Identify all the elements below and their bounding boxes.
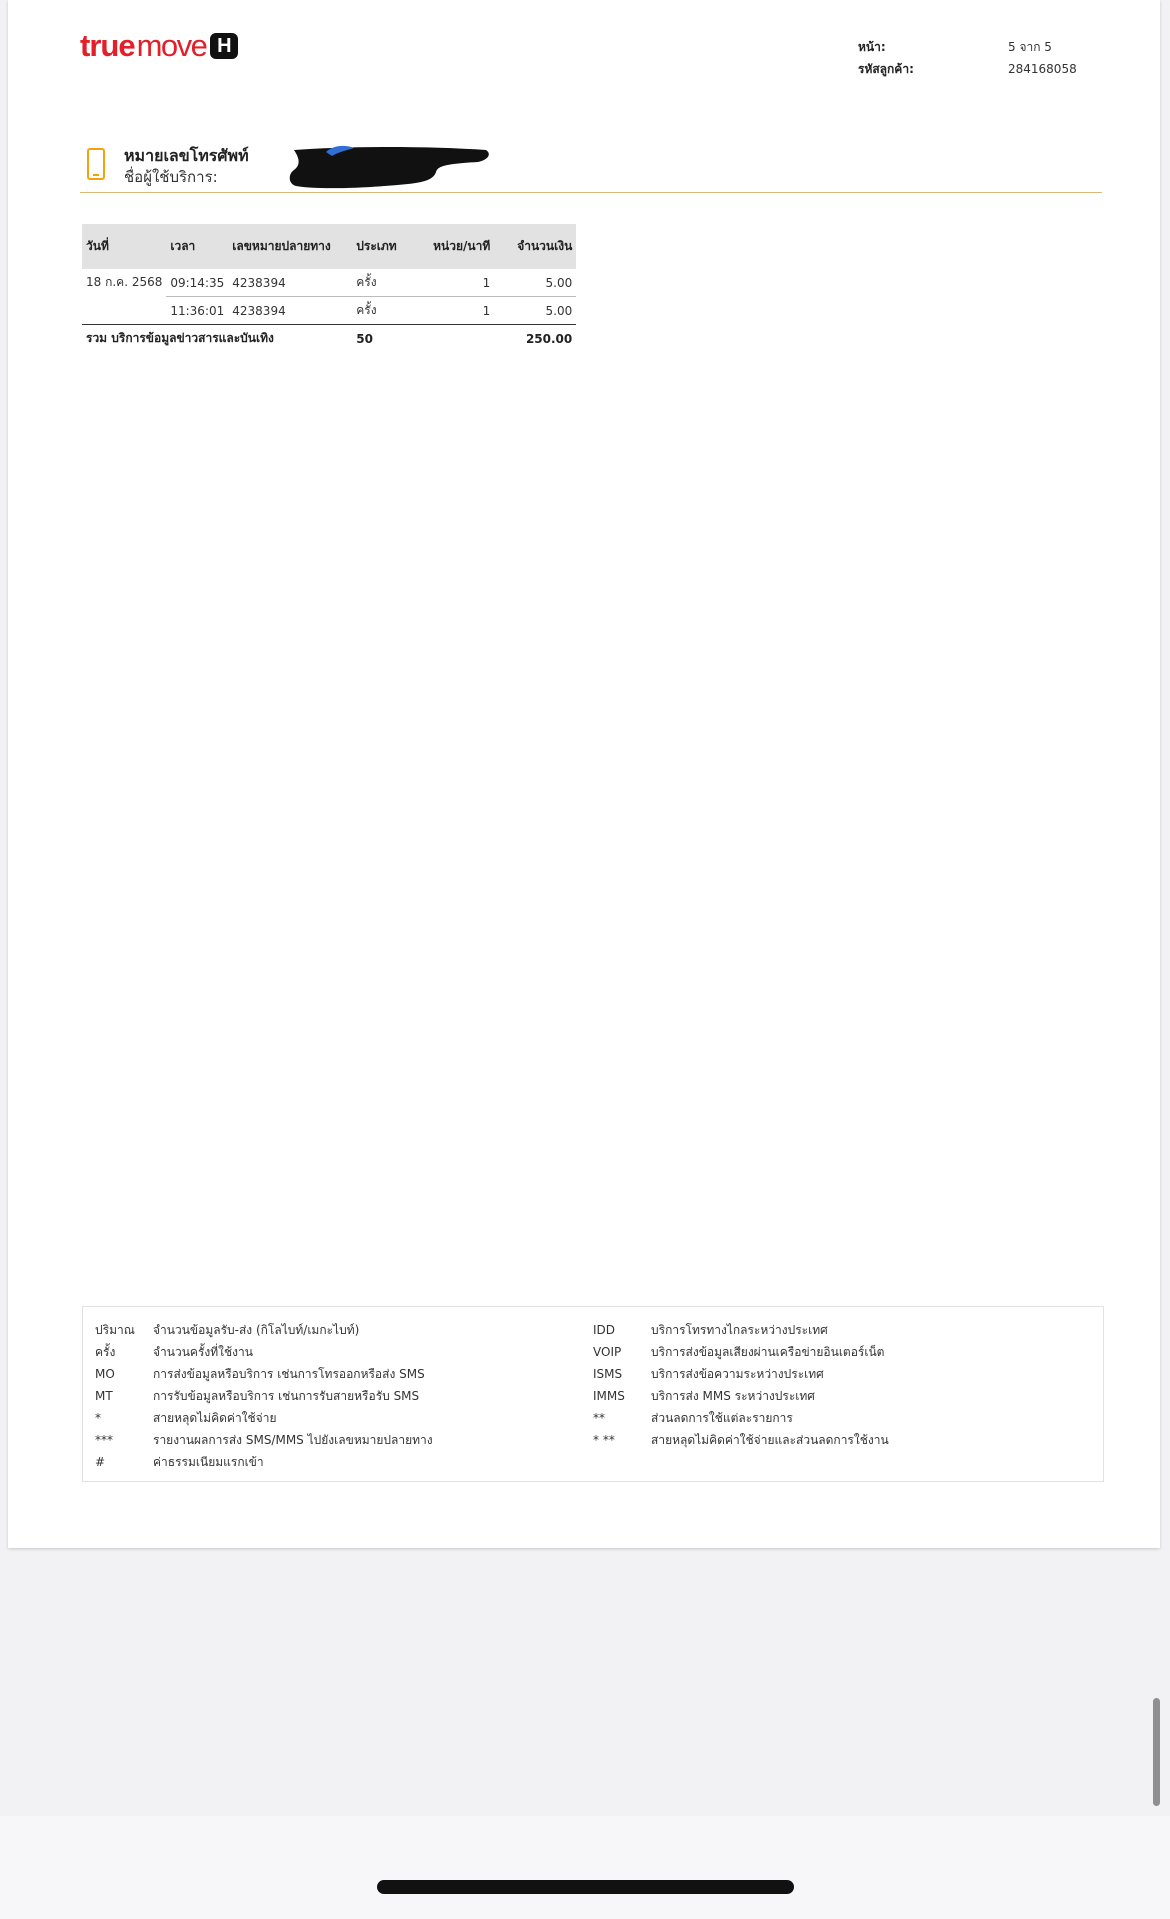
mobile-phone-icon (87, 148, 105, 180)
subscriber-block (80, 144, 1102, 193)
legend-desc: บริการส่งข้อความระหว่างประเทศ (651, 1367, 824, 1381)
row-amount: 5.00 (545, 303, 573, 318)
page-number-label: หน้า: (858, 40, 886, 54)
subscriber-name-label: ชื่อผู้ใช้บริการ: (124, 168, 218, 186)
header-amount: จำนวนเงิน (494, 224, 576, 269)
customer-id-label: รหัสลูกค้า: (858, 62, 914, 76)
vertical-scrollbar[interactable] (1153, 1698, 1160, 1806)
table-header-row (82, 224, 576, 269)
legend-item (95, 1407, 433, 1429)
legend-key: *** (95, 1433, 113, 1447)
legend-item (95, 1385, 433, 1407)
bill-meta (858, 36, 1077, 80)
table-total-row (82, 325, 576, 353)
legend-desc: สายหลุดไม่คิดค่าใช้จ่ายและส่วนลดการใช้งาน (651, 1433, 889, 1447)
logo-h-badge: H (210, 33, 238, 59)
legend-item (593, 1385, 889, 1407)
total-count: 50 (352, 325, 418, 353)
legend-desc: จำนวนข้อมูลรับ-ส่ง (กิโลไบท์/เมกะไบท์) (153, 1323, 360, 1337)
customer-id-value: 284168058 (1008, 62, 1077, 76)
logo-true-text: true (80, 28, 135, 63)
legend-desc: จำนวนครั้งที่ใช้งาน (153, 1345, 253, 1359)
customer-id-row (858, 58, 1077, 80)
row-unit: 1 (418, 269, 494, 297)
legend-key: VOIP (593, 1345, 622, 1359)
truemove-logo (80, 24, 238, 68)
legend-item (593, 1319, 889, 1341)
legend-key: IDD (593, 1323, 616, 1337)
legend-key: ISMS (593, 1367, 623, 1381)
header-destination: เลขหมายปลายทาง (228, 224, 352, 269)
legend-item (593, 1363, 889, 1385)
legend-item (95, 1451, 433, 1473)
legend-item (593, 1407, 889, 1429)
legend-desc: บริการโทรทางไกลระหว่างประเทศ (651, 1323, 828, 1337)
legend-item (95, 1429, 433, 1451)
row-amount: 5.00 (494, 269, 576, 297)
legend-column-right (593, 1319, 889, 1451)
legend-desc: บริการส่งข้อมูลเสียงผ่านเครือข่ายอินเตอร์เน็ต (651, 1345, 885, 1359)
header-type: ประเภท (352, 224, 418, 269)
legend-item (593, 1341, 889, 1363)
legend-item (95, 1319, 433, 1341)
phone-number-label: หมายเลขโทรศัพท์ (124, 146, 249, 165)
legend-key: ** (593, 1411, 605, 1425)
home-indicator[interactable] (377, 1880, 794, 1894)
legend-key: MT (95, 1389, 113, 1403)
page-number-value: 5 จาก 5 (1008, 40, 1052, 54)
usage-table (82, 224, 576, 352)
abbreviation-legend (82, 1306, 1104, 1482)
table-row (82, 269, 576, 297)
legend-key: * ** (593, 1433, 615, 1447)
row-date: 18 ก.ค. 2568 (86, 275, 163, 290)
legend-key: ปริมาณ (95, 1323, 135, 1337)
legend-item (95, 1341, 433, 1363)
legend-desc: ส่วนลดการใช้แต่ละรายการ (651, 1411, 793, 1425)
header-date: วันที่ (82, 224, 166, 269)
bill-page (8, 0, 1160, 1548)
row-type: ครั้ง (356, 303, 377, 317)
legend-column-left (95, 1319, 433, 1473)
legend-desc: การส่งข้อมูลหรือบริการ เช่นการโทรออกหรือส่ง SMS (153, 1367, 425, 1381)
page-number-row (858, 36, 1077, 58)
legend-desc: สายหลุดไม่คิดค่าใช้จ่าย (153, 1411, 277, 1425)
row-destination: 4238394 (232, 303, 286, 318)
table-row (82, 297, 576, 325)
legend-item (95, 1363, 433, 1385)
row-time: 09:14:35 (166, 269, 228, 297)
legend-key: ครั้ง (95, 1345, 116, 1359)
row-destination: 4238394 (228, 269, 352, 297)
bottom-safe-area (0, 1816, 1170, 1919)
row-time: 11:36:01 (170, 303, 225, 318)
legend-desc: ค่าธรรมเนียมแรกเข้า (153, 1455, 264, 1469)
row-unit: 1 (482, 303, 491, 318)
row-type: ครั้ง (352, 269, 418, 297)
legend-key: IMMS (593, 1389, 625, 1403)
legend-key: MO (95, 1367, 115, 1381)
row-date (82, 297, 166, 325)
header-time: เวลา (166, 224, 228, 269)
legend-item (593, 1429, 889, 1451)
redaction-mark (288, 144, 491, 192)
total-label: รวม บริการข้อมูลข่าวสารและบันเทิง (82, 325, 352, 353)
legend-desc: การรับข้อมูลหรือบริการ เช่นการรับสายหรือรับ SMS (153, 1389, 420, 1403)
legend-key: * (95, 1411, 101, 1425)
legend-desc: รายงานผลการส่ง SMS/MMS ไปยังเลขหมายปลายทาง (153, 1433, 433, 1447)
legend-desc: บริการส่ง MMS ระหว่างประเทศ (651, 1389, 815, 1403)
logo-move-text: move (136, 28, 207, 63)
total-amount: 250.00 (494, 325, 576, 353)
header-unit: หน่วย/นาที (418, 224, 494, 269)
legend-key: # (95, 1455, 106, 1469)
